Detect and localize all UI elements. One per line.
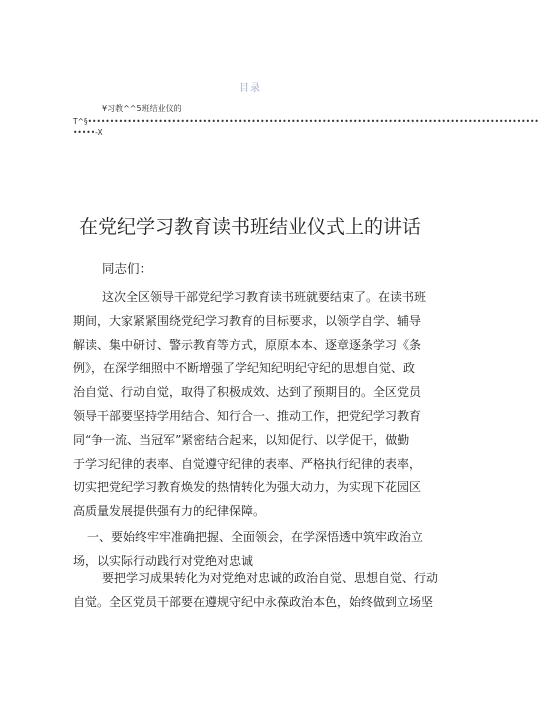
paragraph-line: 治自觉、行动自觉，取得了积极成效、达到了预期目的。全区党员 xyxy=(73,385,422,400)
paragraph-line: 高质量发展提供强有力的纪律保障。 xyxy=(73,504,266,519)
paragraph-line: 切实把党纪学习教育焕发的热情转化为强大动力，为实现下花园区 xyxy=(73,480,422,495)
paragraph-line: 这次全区领导干部党纪学习教育读书班就要结束了。在读书班 xyxy=(102,290,427,304)
toc-leader-line-1: T^§•••••••••••••••••••••••••••••••••••••••••••••••••••••••••••••••••••••••••••••••••••••••••••••••••••••• xyxy=(73,117,539,126)
heading-line: 场，以实际行动践行对党绝对忠诚 xyxy=(73,553,254,568)
toc-leader-dots xyxy=(73,116,539,138)
paragraph-line: 要把学习成果转化为对党绝对忠诚的政治自觉、思想自觉、行动 xyxy=(102,571,439,585)
toc-entry[interactable]: ¥习教^^5班结业仪的 xyxy=(102,104,182,113)
toc-leader-line-2: •••••-X xyxy=(73,128,103,137)
paragraph-line: 于学习纪律的表率、自觉遵守纪律的表率、严格执行纪律的表率， xyxy=(73,456,422,471)
paragraph-line: 同“争一流、当冠军”紧密结合起来，以知促行、以学促干，做勤 xyxy=(73,432,410,447)
paragraph-section-1 xyxy=(73,567,439,615)
paragraph-intro xyxy=(73,286,433,524)
document-title: 在党纪学习教育读书班结业仪式上的讲话 xyxy=(78,216,421,238)
salutation: 同志们： xyxy=(102,261,153,276)
paragraph-line: 期间，大家紧紧围绕党纪学习教育的目标要求，以领学自学、辅导 xyxy=(73,313,422,328)
heading-line: 一、要始终牢牢准确把握、全面领会，在学深悟透中筑牢政治立 xyxy=(87,530,424,544)
paragraph-line: 解读、集中研讨、警示教育等方式，原原本本、逐章逐条学习《条 xyxy=(73,337,422,352)
paragraph-line: 例》，在深学细照中不断增强了学纪知纪明纪守纪的思想自觉、政 xyxy=(73,361,416,376)
paragraph-line: 自觉。全区党员干部要在遵规守纪中永葆政治本色，始终做到立场坚 xyxy=(73,594,434,609)
toc-title: 目录 xyxy=(239,83,261,94)
paragraph-line: 领导干部要坚持学用结合、知行合一、推动工作，把党纪学习教育 xyxy=(73,408,422,423)
